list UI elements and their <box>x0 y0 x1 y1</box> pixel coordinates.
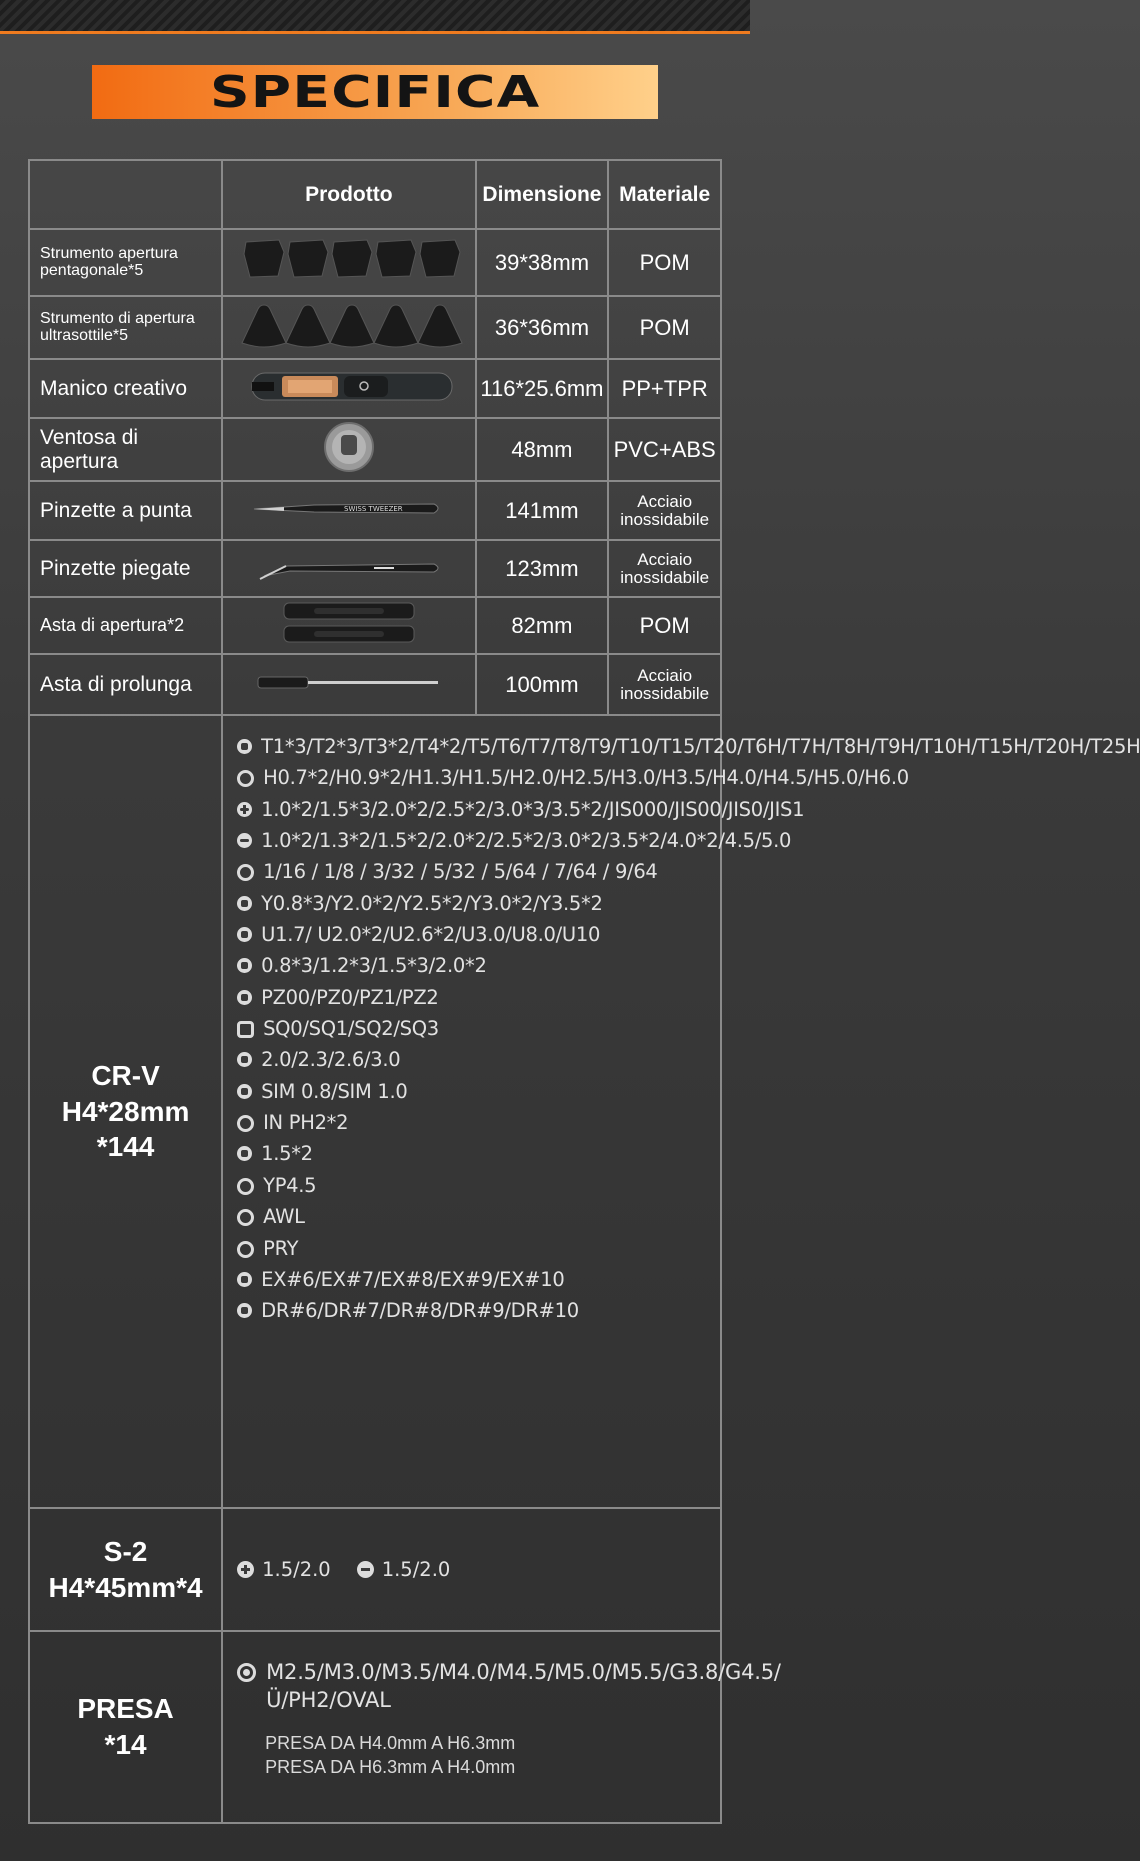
pry-icon <box>237 1241 254 1258</box>
table-row <box>29 229 721 296</box>
tri-wing-icon <box>237 896 252 911</box>
table-row <box>29 597 721 654</box>
row-material: POM <box>608 597 721 654</box>
row-dimension: 123mm <box>476 540 609 597</box>
presa-note: PRESA DA H6.3mm A H4.0mm <box>265 1756 516 1777</box>
s2-label <box>29 1508 222 1631</box>
crv-label <box>29 715 222 1508</box>
socket-icon <box>237 1663 256 1682</box>
header-material: Materiale <box>608 160 721 229</box>
list-item: 1.5*2 <box>233 1141 710 1166</box>
table-row <box>29 654 721 715</box>
pozidriv-icon <box>237 990 252 1005</box>
presa-label <box>29 1631 222 1823</box>
list-item: SQ0/SQ1/SQ2/SQ3 <box>233 1016 710 1041</box>
row-name: Pinzette piegate <box>29 540 222 597</box>
dr-icon <box>237 1303 252 1318</box>
list-item: Y0.8*3/Y2.0*2/Y2.5*2/Y3.0*2/Y3.5*2 <box>233 891 710 916</box>
crv-bits-row <box>29 715 721 1508</box>
triangle-icon <box>237 1052 252 1067</box>
list-item: H0.7*2/H0.9*2/H1.3/H1.5/H2.0/H2.5/H3.0/H3.5/H4.0/H4.5/H5.0/H6.0 <box>233 765 710 790</box>
bent-tweezers-icon <box>222 540 475 597</box>
row-dimension: 100mm <box>476 654 609 715</box>
s2-bits-row <box>29 1508 721 1631</box>
row-name: Strumento di apertura ultrasottile*5 <box>29 296 222 359</box>
row-name: Ventosa di apertura <box>29 418 222 481</box>
sim-icon <box>237 1084 252 1099</box>
row-name: Pinzette a punta <box>29 481 222 540</box>
list-item: YP4.5 <box>233 1173 710 1198</box>
row-name: Asta di prolunga <box>29 654 222 715</box>
presa-label-line: *14 <box>104 1729 147 1760</box>
crv-bit-list <box>222 715 1140 1508</box>
pentalobe-icon <box>237 958 252 973</box>
list-item: SIM 0.8/SIM 1.0 <box>233 1079 710 1104</box>
list-item: U1.7/ U2.0*2/U2.6*2/U3.0/U8.0/U10 <box>233 922 710 947</box>
presa-note: PRESA DA H4.0mm A H6.3mm <box>265 1732 516 1753</box>
table-row <box>29 359 721 418</box>
inner-phillips-icon <box>237 1115 254 1132</box>
pentagon-picks-icon <box>222 229 475 296</box>
list-item: M2.5/M3.0/M3.5/M4.0/M4.5/M5.0/M5.5/G3.8/G4.5/Ü/PH2/OVAL <box>235 1658 710 1715</box>
list-item: 2.0/2.3/2.6/3.0 <box>233 1047 710 1072</box>
row-material: PVC+ABS <box>608 418 721 481</box>
s2-label-line: H4*45mm*4 <box>48 1571 203 1603</box>
table-row <box>29 481 721 540</box>
row-material: Acciaio inossidabile <box>608 540 721 597</box>
row-dimension: 82mm <box>476 597 609 654</box>
presa-row <box>29 1631 721 1823</box>
extension-rod-icon <box>222 654 475 715</box>
row-material: Acciaio inossidabile <box>608 654 721 715</box>
list-item: PZ00/PZ0/PZ1/PZ2 <box>233 985 710 1010</box>
crv-label-line: CR-V <box>91 1059 160 1091</box>
torx-icon <box>237 739 252 754</box>
pointed-tweezers-icon <box>222 481 475 540</box>
header-dimension: Dimensione <box>476 160 609 229</box>
table-row <box>29 296 721 359</box>
spec-table <box>28 159 1140 1824</box>
hex-inch-icon <box>237 864 254 881</box>
presa-label-line: PRESA <box>77 1693 174 1725</box>
list-item: 1.0*2/1.5*3/2.0*2/2.5*2/3.0*3/3.5*2/JIS000/JIS00/JIS0/JIS1 <box>233 797 710 822</box>
row-name: Strumento apertura pentagonale*5 <box>29 229 222 296</box>
spudger-bars-icon <box>222 597 475 654</box>
screwdriver-handle-icon <box>222 359 475 418</box>
page-title: SPECIFICA <box>209 66 541 118</box>
row-dimension: 48mm <box>476 418 609 481</box>
header-product: Prodotto <box>222 160 475 229</box>
row-material: PP+TPR <box>608 359 721 418</box>
row-dimension: 141mm <box>476 481 609 540</box>
list-item: 1.0*2/1.3*2/1.5*2/2.0*2/2.5*2/3.0*2/3.5*2/4.0*2/4.5/5.0 <box>233 828 710 853</box>
list-item: 1.5/2.0 1.5/2.0 <box>223 1558 720 1581</box>
cross-icon <box>237 1146 252 1161</box>
top-stripe <box>0 0 750 34</box>
table-row <box>29 418 721 481</box>
row-dimension: 39*38mm <box>476 229 609 296</box>
row-dimension: 36*36mm <box>476 296 609 359</box>
hex-icon <box>237 770 254 787</box>
table-row <box>29 540 721 597</box>
tweezer-brand-text: SWISS TWEEZER <box>343 505 403 513</box>
ex-icon <box>237 1272 252 1287</box>
row-name: Asta di apertura*2 <box>29 597 222 654</box>
s2-label-line: S-2 <box>103 1535 148 1567</box>
y-point-icon <box>237 1178 254 1195</box>
row-material: Acciaio inossidabile <box>608 481 721 540</box>
list-item: IN PH2*2 <box>233 1110 710 1135</box>
list-item: T1*3/T2*3/T3*2/T4*2/T5/T6/T7/T8/T9/T10/T15/T20/T6H/T7H/T8H/T9H/T10H/T15H/T20H/T25H <box>233 734 710 759</box>
s2-bit-list <box>222 1508 721 1631</box>
list-item: PRY <box>233 1236 710 1261</box>
crv-label-line: *144 <box>96 1131 155 1163</box>
list-item: 1/16 / 1/8 / 3/32 / 5/32 / 5/64 / 7/64 / 9/64 <box>233 859 710 884</box>
suction-cup-icon <box>222 418 475 481</box>
u-shape-icon <box>237 927 252 942</box>
list-item: AWL <box>233 1204 710 1229</box>
title-banner <box>92 65 658 119</box>
row-material: POM <box>608 229 721 296</box>
row-material: POM <box>608 296 721 359</box>
list-item: DR#6/DR#7/DR#8/DR#9/DR#10 <box>233 1298 710 1323</box>
slotted-icon <box>357 1561 374 1578</box>
slotted-icon <box>237 833 252 848</box>
row-dimension: 116*25.6mm <box>476 359 609 418</box>
phillips-icon <box>237 1561 254 1578</box>
phillips-icon <box>237 802 252 817</box>
table-header-row <box>29 160 721 229</box>
header-empty <box>29 160 222 229</box>
list-item: EX#6/EX#7/EX#8/EX#9/EX#10 <box>233 1267 710 1292</box>
crv-label-line: H4*28mm <box>61 1095 190 1127</box>
row-name: Manico creativo <box>29 359 222 418</box>
triangle-picks-icon <box>222 296 475 359</box>
awl-icon <box>237 1209 254 1226</box>
square-icon <box>237 1021 254 1038</box>
presa-details <box>222 1631 781 1823</box>
list-item: 0.8*3/1.2*3/1.5*3/2.0*2 <box>233 953 710 978</box>
